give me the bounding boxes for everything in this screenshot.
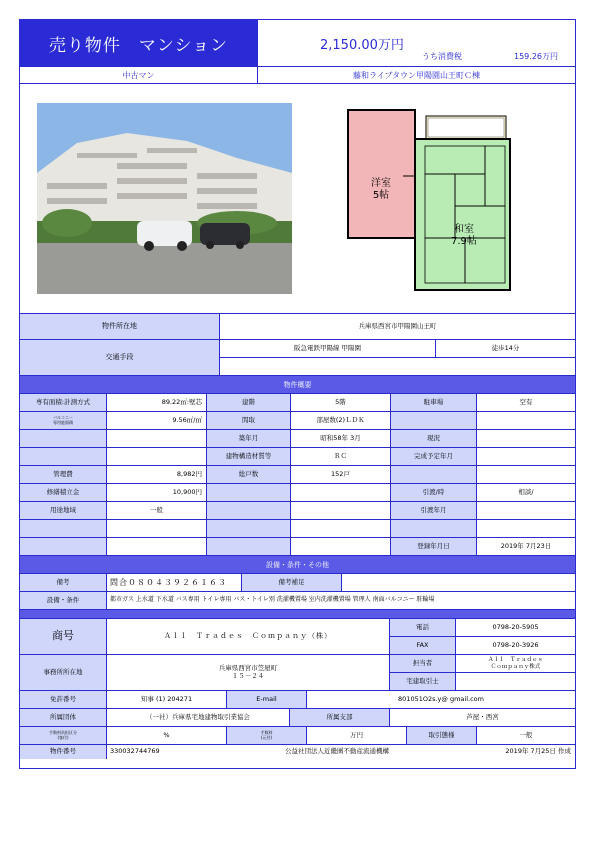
tax-value: 159.26万円 [514, 52, 558, 61]
page-title: 売り物件 マンション [48, 35, 229, 56]
fee2-value: 万円 [307, 727, 407, 745]
completion-label: 完成予定年月 [391, 448, 477, 466]
org-name: 公益社団法人近畿圏不動産流通機構 [237, 745, 437, 759]
floor-plan [343, 106, 513, 306]
remarks-sup-value [342, 574, 575, 592]
license-label: 免許番号 [20, 691, 107, 709]
structure-value: ＲＣ [291, 448, 391, 466]
contact-value: Ａｌｌ Ｔｒａｄｅｓ Ｃｏｍｐａｎｙ株式 [456, 655, 575, 673]
parking-value: 空有 [477, 394, 575, 412]
completion-value [477, 448, 575, 466]
built-value: 昭和58年 3月 [291, 430, 391, 448]
area-value: 89.22㎡:壁芯 [107, 394, 207, 412]
repair-value: 10,900円 [107, 484, 207, 502]
email-value: 801051O2s.y@ gmail.com [307, 691, 575, 709]
price-box [258, 20, 575, 66]
empty-value-11 [291, 538, 391, 556]
status-label: 現況 [391, 430, 477, 448]
tel-value: 0798-20-5905 [456, 619, 575, 637]
address-label: 物件所在地 [20, 314, 220, 340]
empty-value-6 [291, 502, 391, 520]
remarks-value: 問合０８０４３９２６１６３ [107, 574, 242, 592]
repair-label: 修繕積立金 [20, 484, 107, 502]
zoning-label: 用途地域 [20, 502, 107, 520]
layout-value: 部屋数(2)ＬＤＫ [291, 412, 391, 430]
branch-value: 芦屋・西宮 [390, 709, 575, 727]
balcony-value: 9.56㎡/㎡ [107, 412, 207, 430]
handover-date-label: 引渡年月 [391, 502, 477, 520]
registered-value: 2019年 7月23日 [477, 538, 575, 556]
assoc-value: （一社）兵庫県宅地建物取引業協会 [107, 709, 290, 727]
empty-value-4 [477, 466, 575, 484]
floors-value: 5階 [291, 394, 391, 412]
empty-value-5 [291, 484, 391, 502]
price: 2,150.00万円 [320, 38, 404, 53]
empty-value-3 [107, 448, 207, 466]
area-label: 専有面積:計測方式 [20, 394, 107, 412]
mgmt-fee-label: 管理費 [20, 466, 107, 484]
empty-label-11 [207, 538, 291, 556]
empty-value-2 [107, 430, 207, 448]
status-value [477, 430, 575, 448]
created-date: 2019年 7月25日 作成 [437, 745, 575, 759]
title-box [20, 20, 258, 66]
contact-label: 担当者 [390, 655, 456, 673]
number-label: 物件番号 [20, 745, 107, 759]
address-value: 兵庫県西宮市甲陽園山王町 [220, 314, 575, 340]
fee-label: 手数料負担区分 (客付) [20, 727, 107, 745]
structure-label: 建物構造材質等 [207, 448, 291, 466]
remarks-label: 備考 [20, 574, 107, 592]
fax-label: FAX [390, 637, 456, 655]
transport-empty [220, 358, 575, 376]
registered-label: 登録年月日 [391, 538, 477, 556]
flyer-frame [19, 19, 576, 769]
empty-value-10 [107, 538, 207, 556]
equip-value: 都市ガス 上水道 下水道 バス専用 トイレ専用 バス・トイレ別 洗濯機置場 室内洗濯機置場 管理人 南面バルコニー 駐輪場 [107, 592, 575, 610]
fee2-label: 手数料 (元付) [227, 727, 307, 745]
facilities-section-title: 設備・条件・その他 [20, 556, 575, 574]
empty-label-9 [391, 520, 477, 538]
category: 中古マン [20, 67, 258, 83]
property-name: 藤和ライブタウン甲陽園山王町Ｃ棟 [353, 70, 480, 80]
mgmt-fee-value: 8,982円 [107, 466, 207, 484]
deal-value [456, 673, 575, 691]
empty-label-6 [207, 502, 291, 520]
transport-line: 阪急電鉄甲陽線 甲陽園 [220, 340, 436, 358]
floors-label: 建階 [207, 394, 291, 412]
tel-label: 電話 [390, 619, 456, 637]
balcony-label: バルコニー 専用庭面積 [20, 412, 107, 430]
empty-value-8 [291, 520, 391, 538]
empty-value-9 [477, 520, 575, 538]
layout-label: 間取 [207, 412, 291, 430]
office-value: 兵庫県西宮市笠屋町 １５－２４ [107, 655, 390, 691]
empty-label-8 [207, 520, 291, 538]
built-label: 築年月 [207, 430, 291, 448]
branch-label: 所属支部 [290, 709, 390, 727]
room-japanese: 和室 7.9帖 [451, 224, 477, 247]
empty-label-5 [207, 484, 291, 502]
units-value: 152戸 [291, 466, 391, 484]
office-label: 事務所所在地 [20, 655, 107, 691]
equip-label: 設備・条件 [20, 592, 107, 610]
empty-label-10 [20, 538, 107, 556]
empty-label-4 [391, 466, 477, 484]
empty-label-2 [20, 430, 107, 448]
mode-value: 一般 [477, 727, 575, 745]
transport-walk: 徒歩14分 [436, 340, 575, 358]
empty-value-7 [107, 520, 207, 538]
handover-label: 引渡/時 [391, 484, 477, 502]
email-label: E-mail [227, 691, 307, 709]
deal-label: 宅建取引士 [390, 673, 456, 691]
handover-date-value [477, 502, 575, 520]
overview-section-title: 物件概要 [20, 376, 575, 394]
company-divider [20, 610, 575, 619]
room-western: 洋室 5帖 [371, 178, 391, 201]
fee-value: % [107, 727, 227, 745]
parking-label: 駐車場 [391, 394, 477, 412]
zoning-value: 一般 [107, 502, 207, 520]
remarks-sup-label: 備考補足 [242, 574, 342, 592]
empty-label-1 [391, 412, 477, 430]
handover-value: 相談/ [477, 484, 575, 502]
fax-value: 0798-20-3926 [456, 637, 575, 655]
mode-label: 取引態様 [407, 727, 477, 745]
empty-label-3 [20, 448, 107, 466]
tax-label: うち消費税 [422, 52, 462, 61]
empty-label-7 [20, 520, 107, 538]
empty-value-1 [477, 412, 575, 430]
trade-label: 商号 [20, 619, 107, 655]
building-photo [37, 103, 292, 294]
units-label: 総戸数 [207, 466, 291, 484]
transport-label: 交通手段 [20, 340, 220, 376]
assoc-label: 所属団体 [20, 709, 107, 727]
license-value: 知事 (1) 204271 [107, 691, 227, 709]
trade-value: Ａｌｌ Ｔｒａｄｅｓ Ｃｏｍｐａｎｙ（株） [107, 619, 390, 655]
number-value: 330032744769 [107, 745, 237, 759]
